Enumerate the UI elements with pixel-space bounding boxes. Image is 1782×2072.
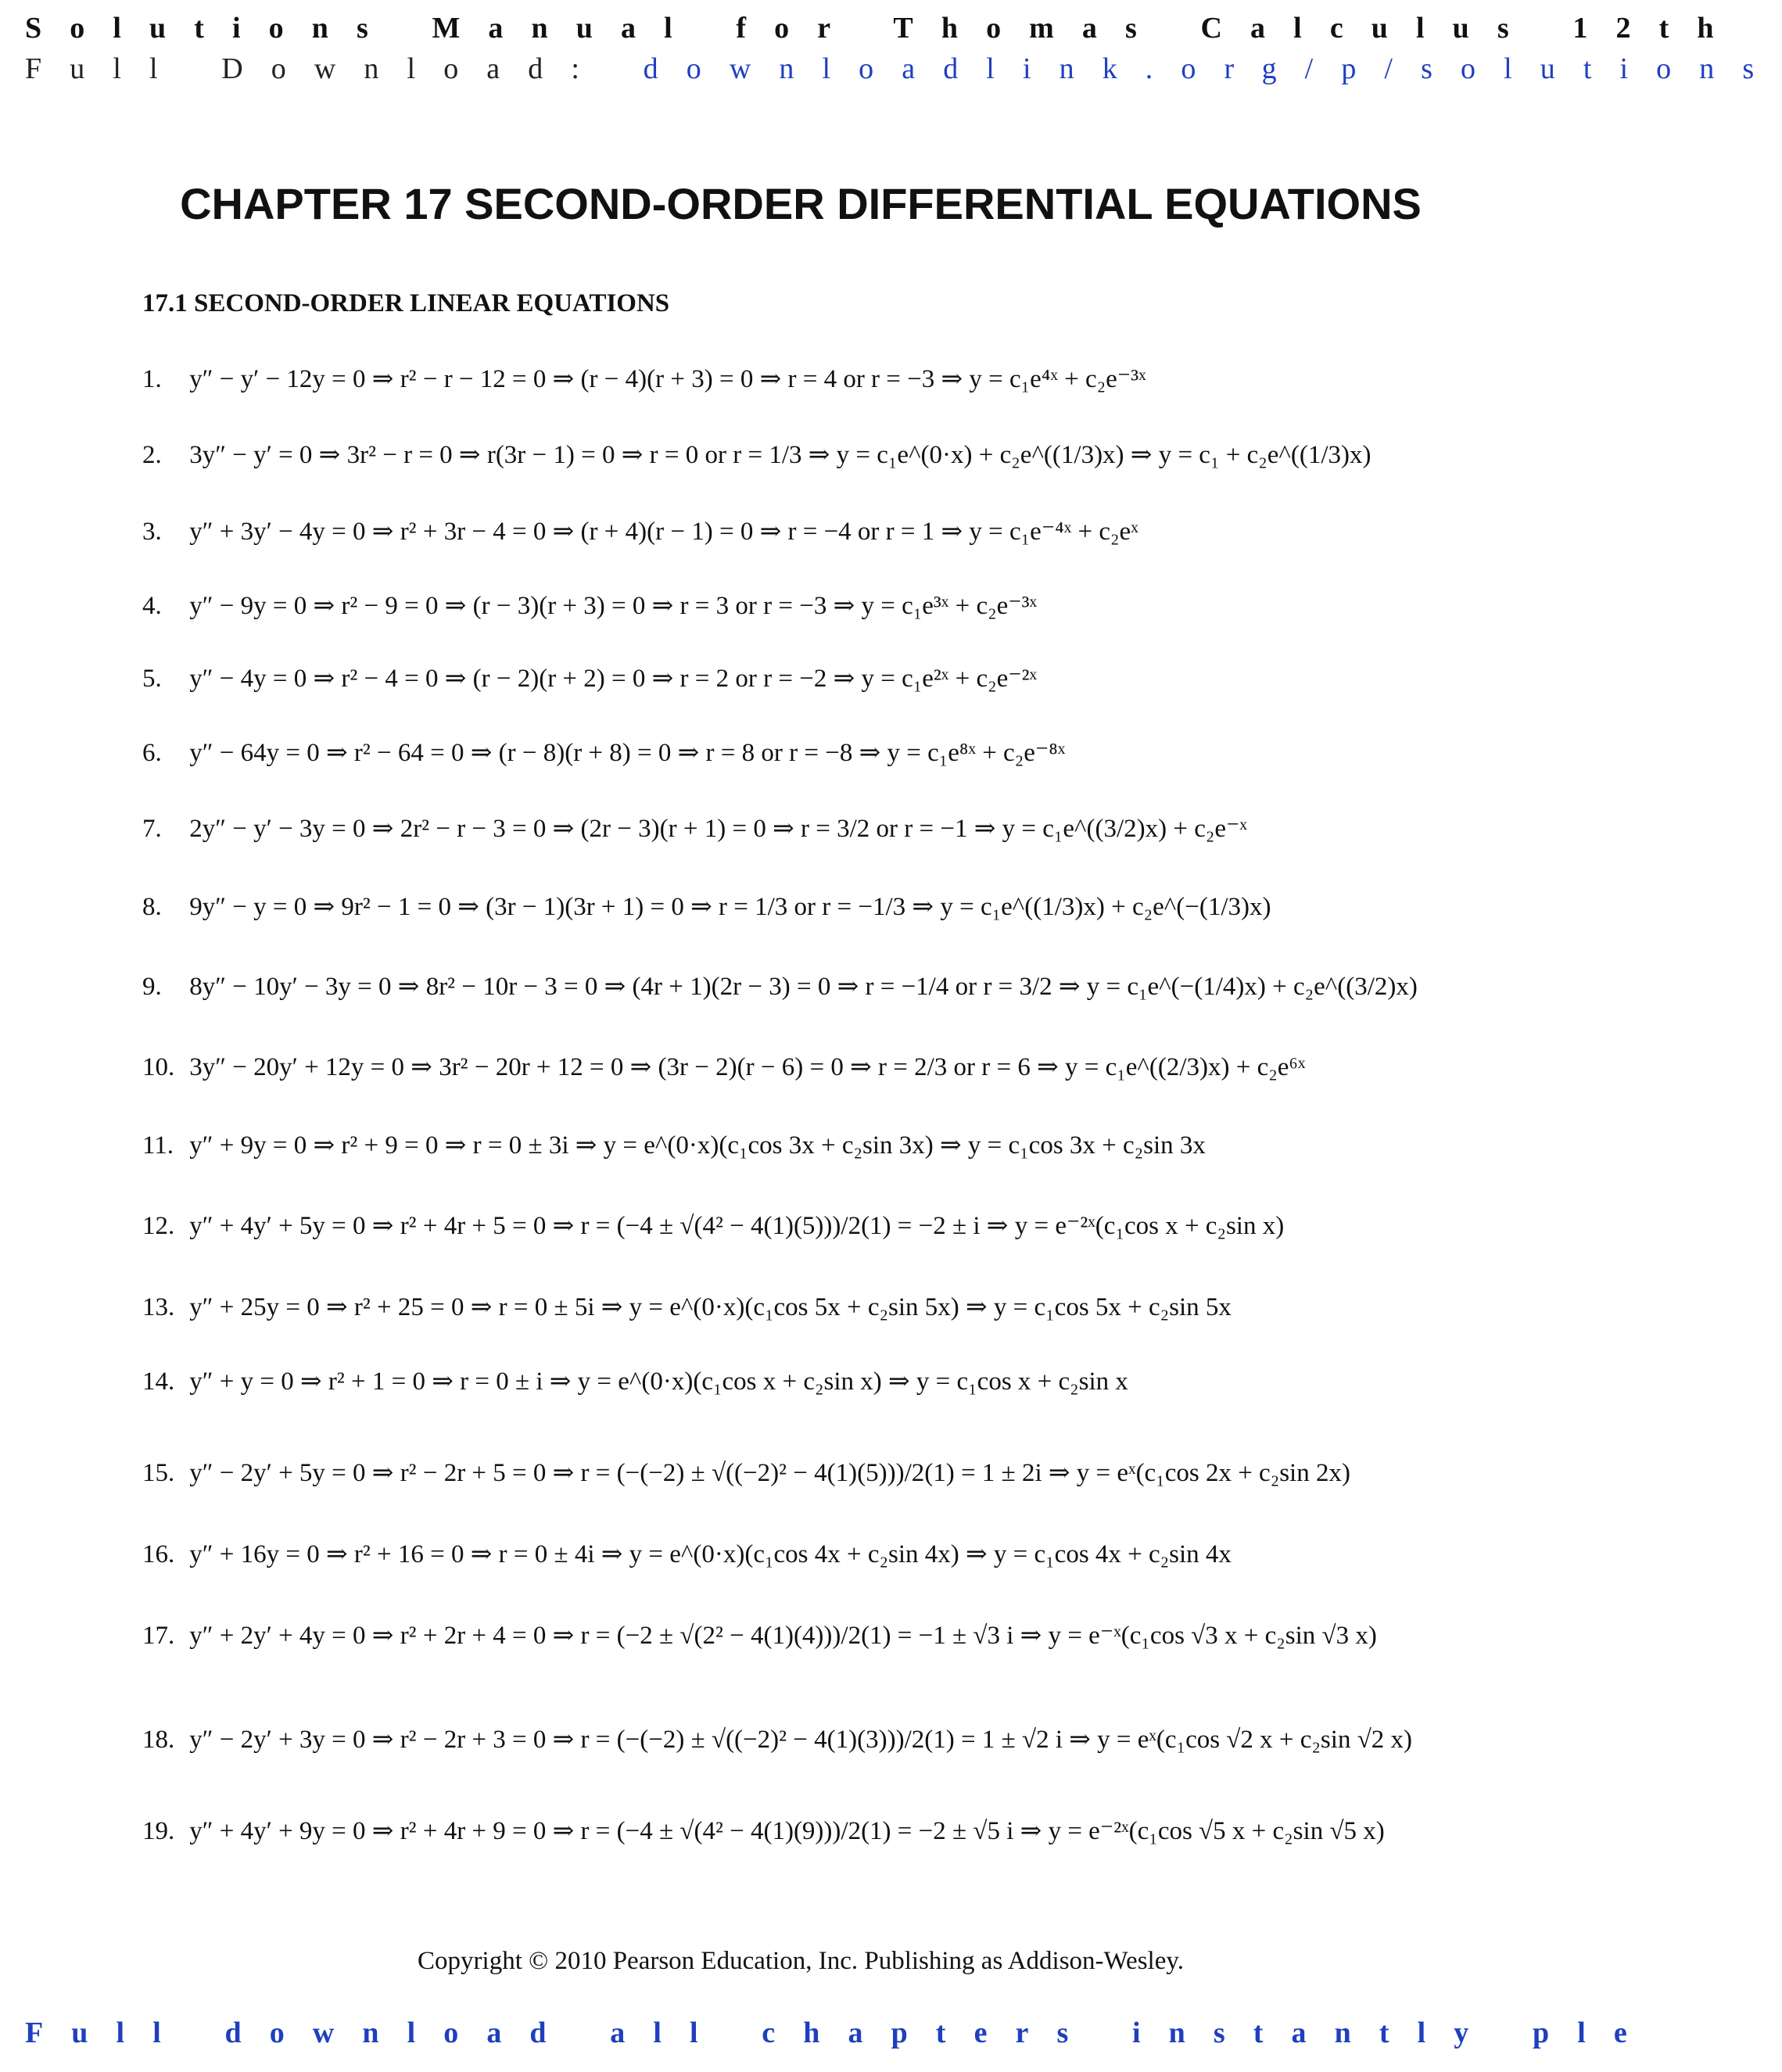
problem-number: 15.: [142, 1459, 175, 1487]
problem-number: 10.: [142, 1053, 175, 1081]
problem-item: [142, 1539, 1581, 1570]
problem-solution: y″ + 4y′ + 5y = 0 ⇒ r² + 4r + 5 = 0 ⇒ r = (−4 ± √(4² − 4(1)(5)))/2(1) = −2 ± i ⇒ y = e⁻²ˣ(c₁cos x + c₂sin x): [189, 1212, 1285, 1240]
problem-solution: y″ + 2y′ + 4y = 0 ⇒ r² + 2r + 4 = 0 ⇒ r = (−2 ± √(2² − 4(1)(4)))/2(1) = −1 ± √3 i ⇒ y = e⁻ˣ(c₁cos √3 x + c₂sin √3 x): [189, 1622, 1377, 1650]
bottom-banner[interactable]: Full download all chapters instantly ple: [25, 2016, 1655, 2049]
problem-number: 12.: [142, 1212, 175, 1240]
problem-number: 7.: [142, 815, 162, 843]
problem-item: [142, 891, 1581, 923]
chapter-title: CHAPTER 17 SECOND-ORDER DIFFERENTIAL EQUATIONS: [180, 179, 1422, 228]
problem-item: [142, 663, 1581, 694]
problem-item: [142, 737, 1581, 769]
problem-solution: y″ − 2y′ + 5y = 0 ⇒ r² − 2r + 5 = 0 ⇒ r = (−(−2) ± √((−2)² − 4(1)(5)))/2(1) = 1 ± 2i ⇒ y = eˣ(c₁cos 2x + c₂sin 2x): [189, 1459, 1350, 1487]
problem-number: 4.: [142, 592, 162, 620]
download-label: Full Download:: [25, 52, 608, 85]
download-link[interactable]: downloadlink.org/p/solutions: [643, 52, 1782, 85]
problem-number: 1.: [142, 365, 162, 393]
problem-solution: y″ − 4y = 0 ⇒ r² − 4 = 0 ⇒ (r − 2)(r + 2) = 0 ⇒ r = 2 or r = −2 ⇒ y = c₁e²ˣ + c₂e⁻²ˣ: [189, 665, 1038, 693]
problem-number: 2.: [142, 441, 162, 469]
problem-solution: 9y″ − y = 0 ⇒ 9r² − 1 = 0 ⇒ (3r − 1)(3r + 1) = 0 ⇒ r = 1/3 or r = −1/3 ⇒ y = c₁e^((1/3)x) + c₂e^(−(1/3)x): [189, 893, 1271, 921]
problem-number: 16.: [142, 1540, 175, 1568]
problem-solution: y″ + 4y′ + 9y = 0 ⇒ r² + 4r + 9 = 0 ⇒ r = (−4 ± √(4² − 4(1)(9)))/2(1) = −2 ± √5 i ⇒ y = e⁻²ˣ(c₁cos √5 x + c₂sin √5 x): [189, 1817, 1385, 1845]
problem-solution: y″ + 25y = 0 ⇒ r² + 25 = 0 ⇒ r = 0 ± 5i ⇒ y = e^(0·x)(c₁cos 5x + c₂sin 5x) ⇒ y = c₁cos 5x + c₂sin 5x: [189, 1293, 1232, 1321]
copyright-footer: Copyright © 2010 Pearson Education, Inc. Publishing as Addison-Wesley.: [418, 1947, 1184, 1975]
problem-item: [142, 1292, 1581, 1323]
problem-item: [142, 971, 1581, 1002]
problem-number: 8.: [142, 893, 162, 921]
top-banner-download[interactable]: [25, 52, 1782, 86]
problem-number: 11.: [142, 1131, 174, 1160]
problem-item: [142, 1816, 1581, 1847]
problem-number: 19.: [142, 1817, 175, 1845]
problem-number: 3.: [142, 518, 162, 546]
problem-number: 18.: [142, 1726, 175, 1754]
problem-number: 14.: [142, 1368, 175, 1396]
problem-solution: 3y″ − y′ = 0 ⇒ 3r² − r = 0 ⇒ r(3r − 1) = 0 ⇒ r = 0 or r = 1/3 ⇒ y = c₁e^(0·x) + c₂e^((1/3)x) ⇒ y = c₁ + c₂e^((1/3)x): [189, 441, 1371, 469]
problem-solution: y″ − 2y′ + 3y = 0 ⇒ r² − 2r + 3 = 0 ⇒ r = (−(−2) ± √((−2)² − 4(1)(3)))/2(1) = 1 ± √2 i ⇒ y = eˣ(c₁cos √2 x + c₂sin √2 x): [189, 1726, 1413, 1754]
problem-number: 9.: [142, 973, 162, 1001]
problem-solution: y″ + 16y = 0 ⇒ r² + 16 = 0 ⇒ r = 0 ± 4i ⇒ y = e^(0·x)(c₁cos 4x + c₂sin 4x) ⇒ y = c₁cos 4x + c₂sin 4x: [189, 1540, 1232, 1568]
section-title: 17.1 SECOND-ORDER LINEAR EQUATIONS: [142, 289, 670, 317]
problem-item: [142, 1052, 1581, 1083]
problem-item: [142, 813, 1581, 844]
problem-solution: y″ + y = 0 ⇒ r² + 1 = 0 ⇒ r = 0 ± i ⇒ y = e^(0·x)(c₁cos x + c₂sin x) ⇒ y = c₁cos x + c₂sin x: [189, 1368, 1128, 1396]
problem-solution: 3y″ − 20y′ + 12y = 0 ⇒ 3r² − 20r + 12 = 0 ⇒ (3r − 2)(r − 6) = 0 ⇒ r = 2/3 or r = 6 ⇒ y = c₁e^((2/3)x) + c₂e⁶ˣ: [189, 1053, 1306, 1081]
problem-item: [142, 1724, 1581, 1755]
problem-solution: y″ − y′ − 12y = 0 ⇒ r² − r − 12 = 0 ⇒ (r − 4)(r + 3) = 0 ⇒ r = 4 or r = −3 ⇒ y = c₁e⁴ˣ + c₂e⁻³ˣ: [189, 365, 1146, 393]
problem-number: 13.: [142, 1293, 175, 1321]
problem-item: [142, 516, 1581, 547]
problem-item: [142, 1210, 1581, 1242]
problem-item: [142, 1620, 1581, 1651]
problem-solution: 8y″ − 10y′ − 3y = 0 ⇒ 8r² − 10r − 3 = 0 ⇒ (4r + 1)(2r − 3) = 0 ⇒ r = −1/4 or r = 3/2 ⇒ y = c₁e^(−(1/4)x) + c₂e^((3/2)x): [189, 973, 1418, 1001]
problem-item: [142, 590, 1581, 622]
problem-solution: y″ + 9y = 0 ⇒ r² + 9 = 0 ⇒ r = 0 ± 3i ⇒ y = e^(0·x)(c₁cos 3x + c₂sin 3x) ⇒ y = c₁cos 3x + c₂sin 3x: [189, 1131, 1206, 1160]
problem-number: 6.: [142, 739, 162, 767]
problem-solution: 2y″ − y′ − 3y = 0 ⇒ 2r² − r − 3 = 0 ⇒ (2r − 3)(r + 1) = 0 ⇒ r = 3/2 or r = −1 ⇒ y = c₁e^((3/2)x) + c₂e⁻ˣ: [189, 815, 1247, 843]
problem-item: [142, 364, 1581, 395]
problem-solution: y″ − 9y = 0 ⇒ r² − 9 = 0 ⇒ (r − 3)(r + 3) = 0 ⇒ r = 3 or r = −3 ⇒ y = c₁e³ˣ + c₂e⁻³ˣ: [189, 592, 1038, 620]
problem-item: [142, 1366, 1581, 1397]
problem-number: 17.: [142, 1622, 175, 1650]
problem-number: 5.: [142, 665, 162, 693]
problem-item: [142, 1457, 1581, 1489]
problem-item: [142, 1130, 1581, 1161]
problem-solution: y″ + 3y′ − 4y = 0 ⇒ r² + 3r − 4 = 0 ⇒ (r + 4)(r − 1) = 0 ⇒ r = −4 or r = 1 ⇒ y = c₁e⁻⁴ˣ + c₂eˣ: [189, 518, 1138, 546]
problem-item: [142, 439, 1581, 471]
top-banner-title: Solutions Manual for Thomas Calculus 12th: [25, 12, 1742, 45]
problem-solution: y″ − 64y = 0 ⇒ r² − 64 = 0 ⇒ (r − 8)(r + 8) = 0 ⇒ r = 8 or r = −8 ⇒ y = c₁e⁸ˣ + c₂e⁻⁸ˣ: [189, 739, 1066, 767]
